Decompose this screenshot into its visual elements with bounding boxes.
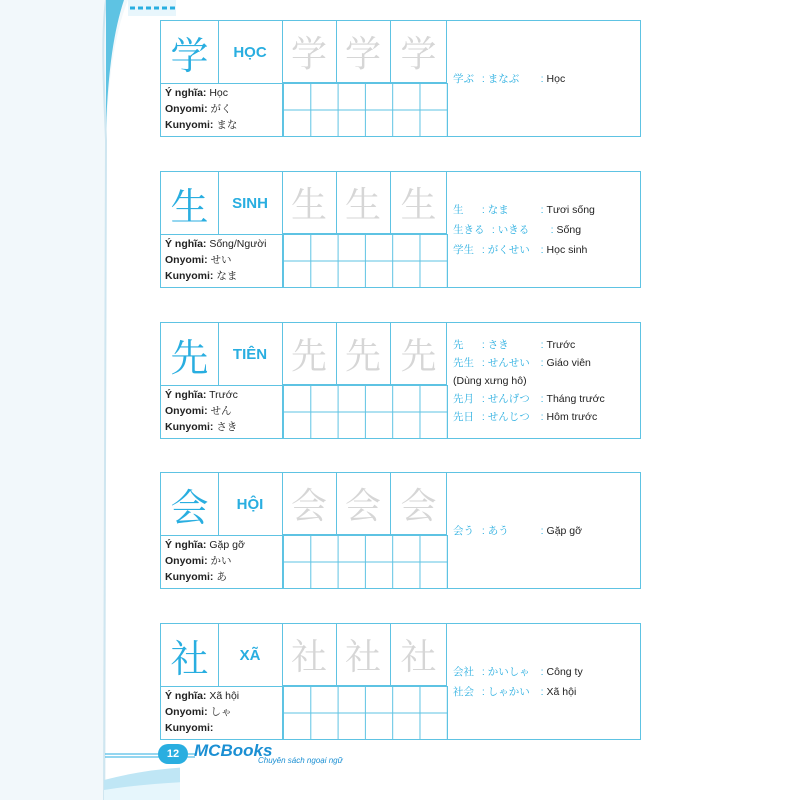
- tracing-kanji: 社: [282, 624, 337, 686]
- kanji-info: [165, 688, 280, 736]
- onyomi-value: せん: [210, 405, 232, 417]
- vocab-word: 学生: [453, 243, 474, 256]
- kanji-entry: [160, 623, 641, 740]
- kunyomi-label: Kunyomi:: [165, 722, 214, 734]
- onyomi-label: Onyomi:: [165, 103, 208, 115]
- vocab-meaning: Hôm trước: [546, 410, 598, 423]
- kanji-character: 生: [161, 172, 219, 235]
- kanji-character: 社: [161, 624, 219, 687]
- tracing-kanji: 先: [391, 323, 447, 385]
- vocab-word: 生: [453, 203, 464, 216]
- tracing-kanji: 先: [282, 323, 337, 385]
- tracing-kanji: 生: [336, 172, 391, 234]
- onyomi-value: かい: [210, 555, 232, 567]
- vocab-kana: がくせい: [487, 243, 530, 256]
- vocab-kana: せんじつ: [487, 410, 530, 423]
- vocab-word: 学ぶ: [453, 72, 474, 85]
- meaning-value: Xã hội: [209, 690, 240, 702]
- vocab-word: 先月: [453, 392, 474, 405]
- page-edge-decoration: [0, 0, 180, 800]
- kanji-info: [165, 537, 280, 585]
- kanji-character: 先: [161, 323, 219, 386]
- onyomi-label: Onyomi:: [165, 706, 208, 718]
- han-viet-reading: SINH: [218, 172, 283, 235]
- vocabulary-list: [447, 21, 641, 136]
- kanji-character: 会: [161, 473, 219, 536]
- vocab-kana: せんげつ: [487, 392, 530, 405]
- practice-grid[interactable]: [282, 83, 448, 136]
- tracing-kanji: 生: [282, 172, 337, 234]
- page-number: 12: [158, 744, 188, 764]
- vocab-row: 生 : なま : Tươi sống: [453, 200, 641, 220]
- onyomi-value: せい: [210, 254, 232, 266]
- vocab-meaning: Học sinh: [546, 243, 588, 256]
- tracing-kanji: 会: [391, 473, 447, 535]
- han-viet-reading: XÃ: [218, 624, 283, 687]
- kunyomi-value: さき: [216, 421, 238, 433]
- vocabulary-list: [447, 172, 641, 287]
- vocabulary-list: [447, 624, 641, 739]
- vocab-kana: せんせい: [487, 356, 530, 369]
- tracing-kanji: 学: [282, 21, 337, 83]
- meaning-value: Trước: [209, 389, 238, 401]
- vocab-meaning: Tươi sống: [546, 203, 595, 216]
- vocab-row: 先月 : せんげつ : Tháng trước: [453, 390, 641, 408]
- tracing-kanji: 会: [336, 473, 391, 535]
- tracing-kanji: 社: [336, 624, 391, 686]
- vocab-kana: なま: [487, 203, 509, 216]
- kanji-info: [165, 85, 280, 133]
- tracing-kanji: 学: [391, 21, 447, 83]
- onyomi-label: Onyomi:: [165, 405, 208, 417]
- han-viet-reading: HỘI: [218, 473, 283, 536]
- tracing-kanji: 学: [336, 21, 391, 83]
- vocab-row: 会う : あう : Gặp gỡ: [453, 521, 641, 541]
- vocab-row: 先生 : せんせい : Giáo viên: [453, 354, 641, 372]
- meaning-value: Học: [209, 87, 229, 99]
- vocab-word: 先生: [453, 356, 474, 369]
- kunyomi-value: まな: [216, 119, 238, 131]
- vocab-row: 先 : さき : Trước: [453, 336, 641, 354]
- vocab-row: 学ぶ : まなぶ : Học: [453, 69, 641, 89]
- vocab-meaning: Xã hội: [546, 685, 577, 698]
- vocab-kana: かいしゃ: [487, 665, 530, 678]
- meaning-label: Ý nghĩa:: [165, 389, 207, 401]
- kanji-entry: [160, 322, 641, 439]
- onyomi-value: しゃ: [210, 706, 232, 718]
- vocab-row: 社会 : しゃかい : Xã hội: [453, 682, 641, 702]
- vocab-word: 先日: [453, 410, 474, 423]
- tracing-kanji: 会: [282, 473, 337, 535]
- vocab-kana: いきる: [497, 223, 530, 236]
- kanji-entry: [160, 171, 641, 288]
- practice-grid[interactable]: [282, 535, 448, 588]
- meaning-value: Gặp gỡ: [209, 539, 245, 551]
- kanji-info: [165, 236, 280, 284]
- kunyomi-label: Kunyomi:: [165, 421, 214, 433]
- meaning-label: Ý nghĩa:: [165, 238, 207, 250]
- kunyomi-label: Kunyomi:: [165, 270, 214, 282]
- onyomi-label: Onyomi:: [165, 555, 208, 567]
- vocab-kana: あう: [487, 524, 509, 537]
- onyomi-value: がく: [210, 103, 232, 115]
- brand-logo: MCBooks: [194, 741, 273, 760]
- tracing-kanji: 先: [336, 323, 391, 385]
- tracing-kanji: 社: [391, 624, 447, 686]
- onyomi-label: Onyomi:: [165, 254, 208, 266]
- vocab-word: 生きる: [453, 223, 485, 236]
- vocab-row: 会社 : かいしゃ : Công ty: [453, 662, 641, 682]
- vocab-word: 会う: [453, 524, 474, 537]
- vocab-kana: まなぶ: [487, 72, 520, 85]
- practice-grid[interactable]: [282, 385, 448, 438]
- vocab-meaning: Công ty: [546, 665, 583, 678]
- vocab-meaning: Trước: [546, 338, 576, 351]
- han-viet-reading: HỌC: [218, 21, 283, 84]
- vocabulary-list: [447, 323, 641, 438]
- kunyomi-value: なま: [216, 270, 238, 282]
- meaning-label: Ý nghĩa:: [165, 690, 207, 702]
- vocab-row: 学生 : がくせい : Học sinh: [453, 240, 641, 260]
- kanji-entry: [160, 20, 641, 137]
- vocab-word: 会社: [453, 665, 474, 678]
- vocab-row: 生きる : いきる : Sống: [453, 220, 641, 240]
- brand-tagline: Chuyên sách ngoại ngữ: [258, 756, 343, 765]
- vocab-meaning: Gặp gỡ: [546, 524, 583, 537]
- kanji-entry: [160, 472, 641, 589]
- tracing-kanji: 生: [391, 172, 447, 234]
- practice-grid[interactable]: [282, 686, 448, 739]
- vocab-word: 社会: [453, 685, 474, 698]
- vocab-kana: しゃかい: [487, 685, 530, 698]
- vocab-kana: さき: [487, 338, 509, 351]
- meaning-label: Ý nghĩa:: [165, 87, 207, 99]
- vocab-meaning: Sống: [556, 223, 582, 236]
- vocab-meaning: Học: [546, 72, 566, 85]
- kanji-info: [165, 387, 280, 435]
- vocab-note: (Dùng xưng hô): [453, 374, 527, 387]
- vocab-meaning: Giáo viên: [546, 356, 591, 369]
- kunyomi-value: あ: [216, 571, 227, 583]
- kunyomi-label: Kunyomi:: [165, 571, 214, 583]
- meaning-label: Ý nghĩa:: [165, 539, 207, 551]
- meaning-value: Sống/Người: [209, 238, 267, 250]
- han-viet-reading: TIÊN: [218, 323, 283, 386]
- vocab-row: 先日 : せんじつ : Hôm trước: [453, 408, 641, 426]
- vocabulary-list: [447, 473, 641, 588]
- kanji-character: 学: [161, 21, 219, 84]
- vocab-word: 先: [453, 338, 464, 351]
- kunyomi-label: Kunyomi:: [165, 119, 214, 131]
- vocab-meaning: Tháng trước: [546, 392, 605, 405]
- practice-grid[interactable]: [282, 234, 448, 287]
